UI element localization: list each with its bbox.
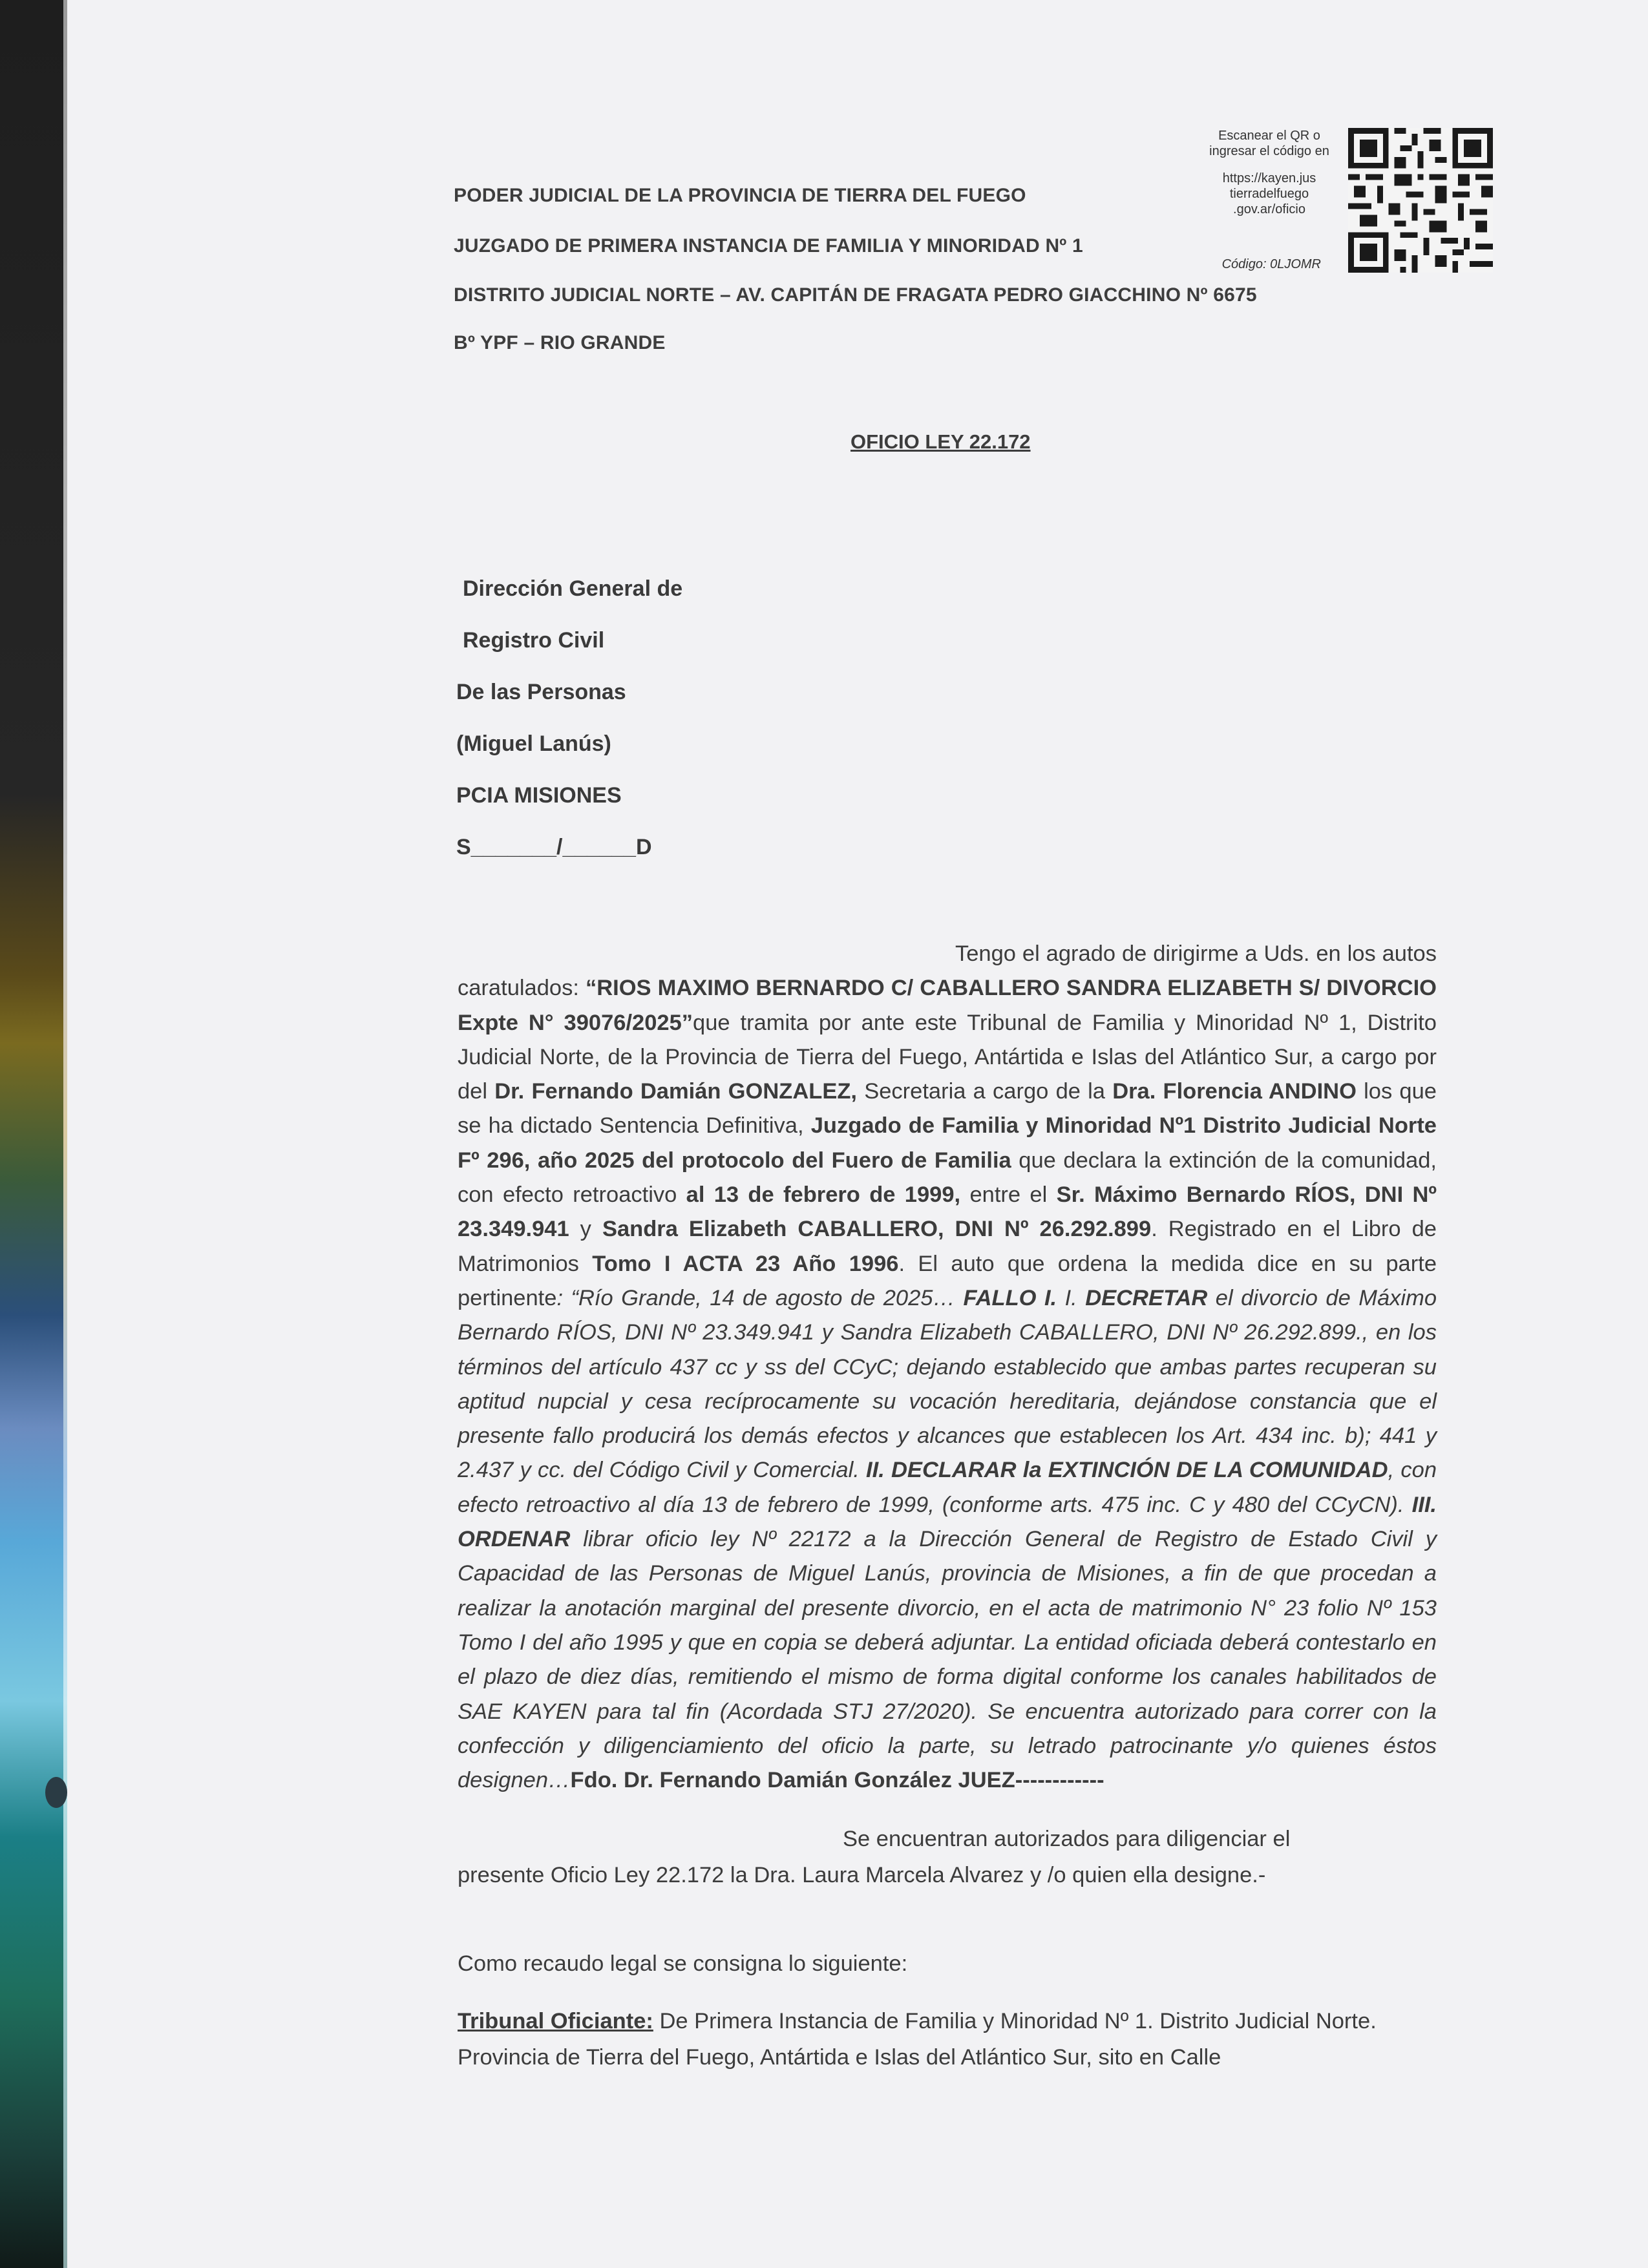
text-segment: que tramita por ante este Tribunal de Familia y Minoridad Nº 1, Distrito Judicial Norte, de la Provincia de Tierra del Fuego, Antártida e Islas del Atlántico Sur, a cargo por del	[458, 1010, 1437, 1104]
quote-segment: I.	[1057, 1285, 1086, 1310]
judge-name: Dr. Fernando Damián GONZALEZ,	[494, 1079, 858, 1104]
qr-code-icon[interactable]	[1348, 128, 1493, 273]
registry-book: Tomo I ACTA 23 Año 1996	[592, 1251, 899, 1276]
addressee-line-2: Registro Civil	[463, 628, 605, 653]
addressee-line-5: PCIA MISIONES	[456, 783, 622, 808]
document-title: OFICIO LEY 22.172	[850, 430, 1031, 453]
tribunal-label: Tribunal Oficiante:	[458, 2009, 653, 2033]
quote-segment: : “Río Grande, 14 de agosto de 2025…	[556, 1285, 964, 1310]
legal-requirements-intro: Como recaudo legal se consigna lo siguiente:	[458, 1951, 908, 1976]
quote-fallo: FALLO I.	[963, 1285, 1057, 1310]
header-line-4: Bº YPF – RIO GRANDE	[454, 332, 666, 353]
quote-segment: librar oficio ley Nº 22172 a la Dirección General de Registro de Estado Civil y Capacidad de las Personas de Miguel Lanús, provincia de Misiones, a fin de que procedan a realizar la anotación marginal del presente divorcio, en el acta de matrimonio N° 23 folio Nº 153 Tomo I del año 1995 y que en copia se deberá adjuntar. La entidad oficiada deberá contestarlo en el plazo de diez días, remitiendo el mismo de forma digital conforme los canales habilitados de SAE KAYEN para tal fin (Acordada STJ 27/2020). Se encuentra autorizado para correr con la confección y diligenciamiento del oficio la parte, su letrado patrocinante y/o quienes éstos designen…	[458, 1527, 1437, 1793]
addressee-line-3: De las Personas	[456, 680, 626, 704]
qr-url[interactable]: https://kayen.jus tierradelfuego .gov.ar/oficio	[1222, 171, 1316, 216]
court-reference: Juzgado de Familia y Minoridad Nº1 Distrito Judicial Norte Fº 296, año 2025 del protocolo del Fuero de Familia	[458, 1113, 1437, 1173]
quote-segment: el divorcio de Máximo Bernardo RÍOS, DNI Nº 23.349.941 y Sandra Elizabeth CABALLERO, DNI Nº 26.292.899., en los términos del artículo 437 cc y ss del CCyC; dejando establecido que ambas partes recuperan su aptitud nupcial y cesa recíprocamente su vocación hereditaria, dejándose constancia que el presente fallo producirá los demás efectos y alcances que establecen los Art. 434 inc. b); 441 y 2.437 y cc. del Código Civil y Comercial.	[458, 1285, 1437, 1483]
header-line-1: PODER JUDICIAL DE LA PROVINCIA DE TIERRA DEL FUEGO	[454, 185, 1026, 206]
text-segment: . Registrado en el Libro de Matrimonios	[458, 1217, 1437, 1276]
qr-instruction-text: Escanear el QR o ingresar el código en	[1209, 129, 1329, 158]
qr-code-label: Código: 0LJOMR	[1221, 257, 1321, 271]
authorization-paragraph	[458, 1821, 1437, 1893]
document-page	[67, 0, 1648, 2268]
text-segment: y	[569, 1217, 602, 1242]
tribunal-paragraph	[458, 2003, 1437, 2075]
quote-decretar: DECRETAR	[1085, 1285, 1208, 1310]
header-line-3: DISTRITO JUDICIAL NORTE – AV. CAPITÁN DE FRAGATA PEDRO GIACCHINO Nº 6675	[454, 284, 1257, 306]
secretary-name: Dra. Florencia ANDINO	[1112, 1079, 1357, 1104]
qr-instructions	[1205, 128, 1334, 217]
judge-signature-line: Fdo. Dr. Fernando Damián González JUEZ------------	[570, 1768, 1104, 1793]
addressee-salutation: S_______/______D	[456, 835, 652, 859]
tribunal-text: De Primera Instancia de Familia y Minoridad Nº 1. Distrito Judicial Norte. Provincia de Tierra del Fuego, Antártida e Islas del Atlántico Sur, sito en Calle	[458, 2009, 1377, 2070]
effective-date: al 13 de febrero de 1999,	[686, 1182, 961, 1208]
paragraph-body	[458, 937, 1437, 1798]
case-title: “RIOS MAXIMO BERNARDO C/ CABALLERO SANDRA ELIZABETH S/ DIVORCIO Expte N° 39076/2025”	[458, 976, 1437, 1035]
authorization-line-1: Se encuentran autorizados para diligenciar el	[843, 1827, 1291, 1851]
party-1: Sr. Máximo Bernardo RÍOS, DNI Nº 23.349.941	[458, 1182, 1437, 1242]
punch-hole	[45, 1777, 67, 1808]
text-segment: que declara la extinción de la comunidad, con efecto retroactivo	[458, 1148, 1437, 1208]
text-segment: Secretaria a cargo de la	[857, 1079, 1113, 1104]
party-2: Sandra Elizabeth CABALLERO, DNI Nº 26.292.899	[602, 1217, 1152, 1242]
intro-text: Tengo el agrado de dirigirme a Uds. en los autos caratulados:	[458, 941, 1437, 1001]
main-paragraph	[458, 937, 1437, 1798]
text-segment: . El auto que ordena la medida dice en su parte pertinente	[458, 1251, 1437, 1310]
header-line-2: JUZGADO DE PRIMERA INSTANCIA DE FAMILIA Y MINORIDAD Nº 1	[454, 235, 1083, 257]
quote-ordenar: III. ORDENAR	[458, 1492, 1437, 1552]
text-segment: los que se ha dictado Sentencia Definitiva,	[458, 1079, 1437, 1139]
scan-edge-left	[0, 0, 63, 2268]
quote-declarar: II. DECLARAR la EXTINCIÓN DE LA COMUNIDAD	[866, 1458, 1388, 1483]
text-segment: entre el	[960, 1182, 1057, 1208]
addressee-line-4: (Miguel Lanús)	[456, 731, 611, 756]
quote-segment: , con efecto retroactivo al día 13 de febrero de 1999, (conforme arts. 475 inc. C y 480 del CCyCN).	[458, 1458, 1437, 1517]
addressee-line-1: Dirección General de	[463, 576, 683, 601]
authorization-line-2: presente Oficio Ley 22.172 la Dra. Laura Marcela Alvarez y /o quien ella designe.-	[458, 1863, 1266, 1887]
